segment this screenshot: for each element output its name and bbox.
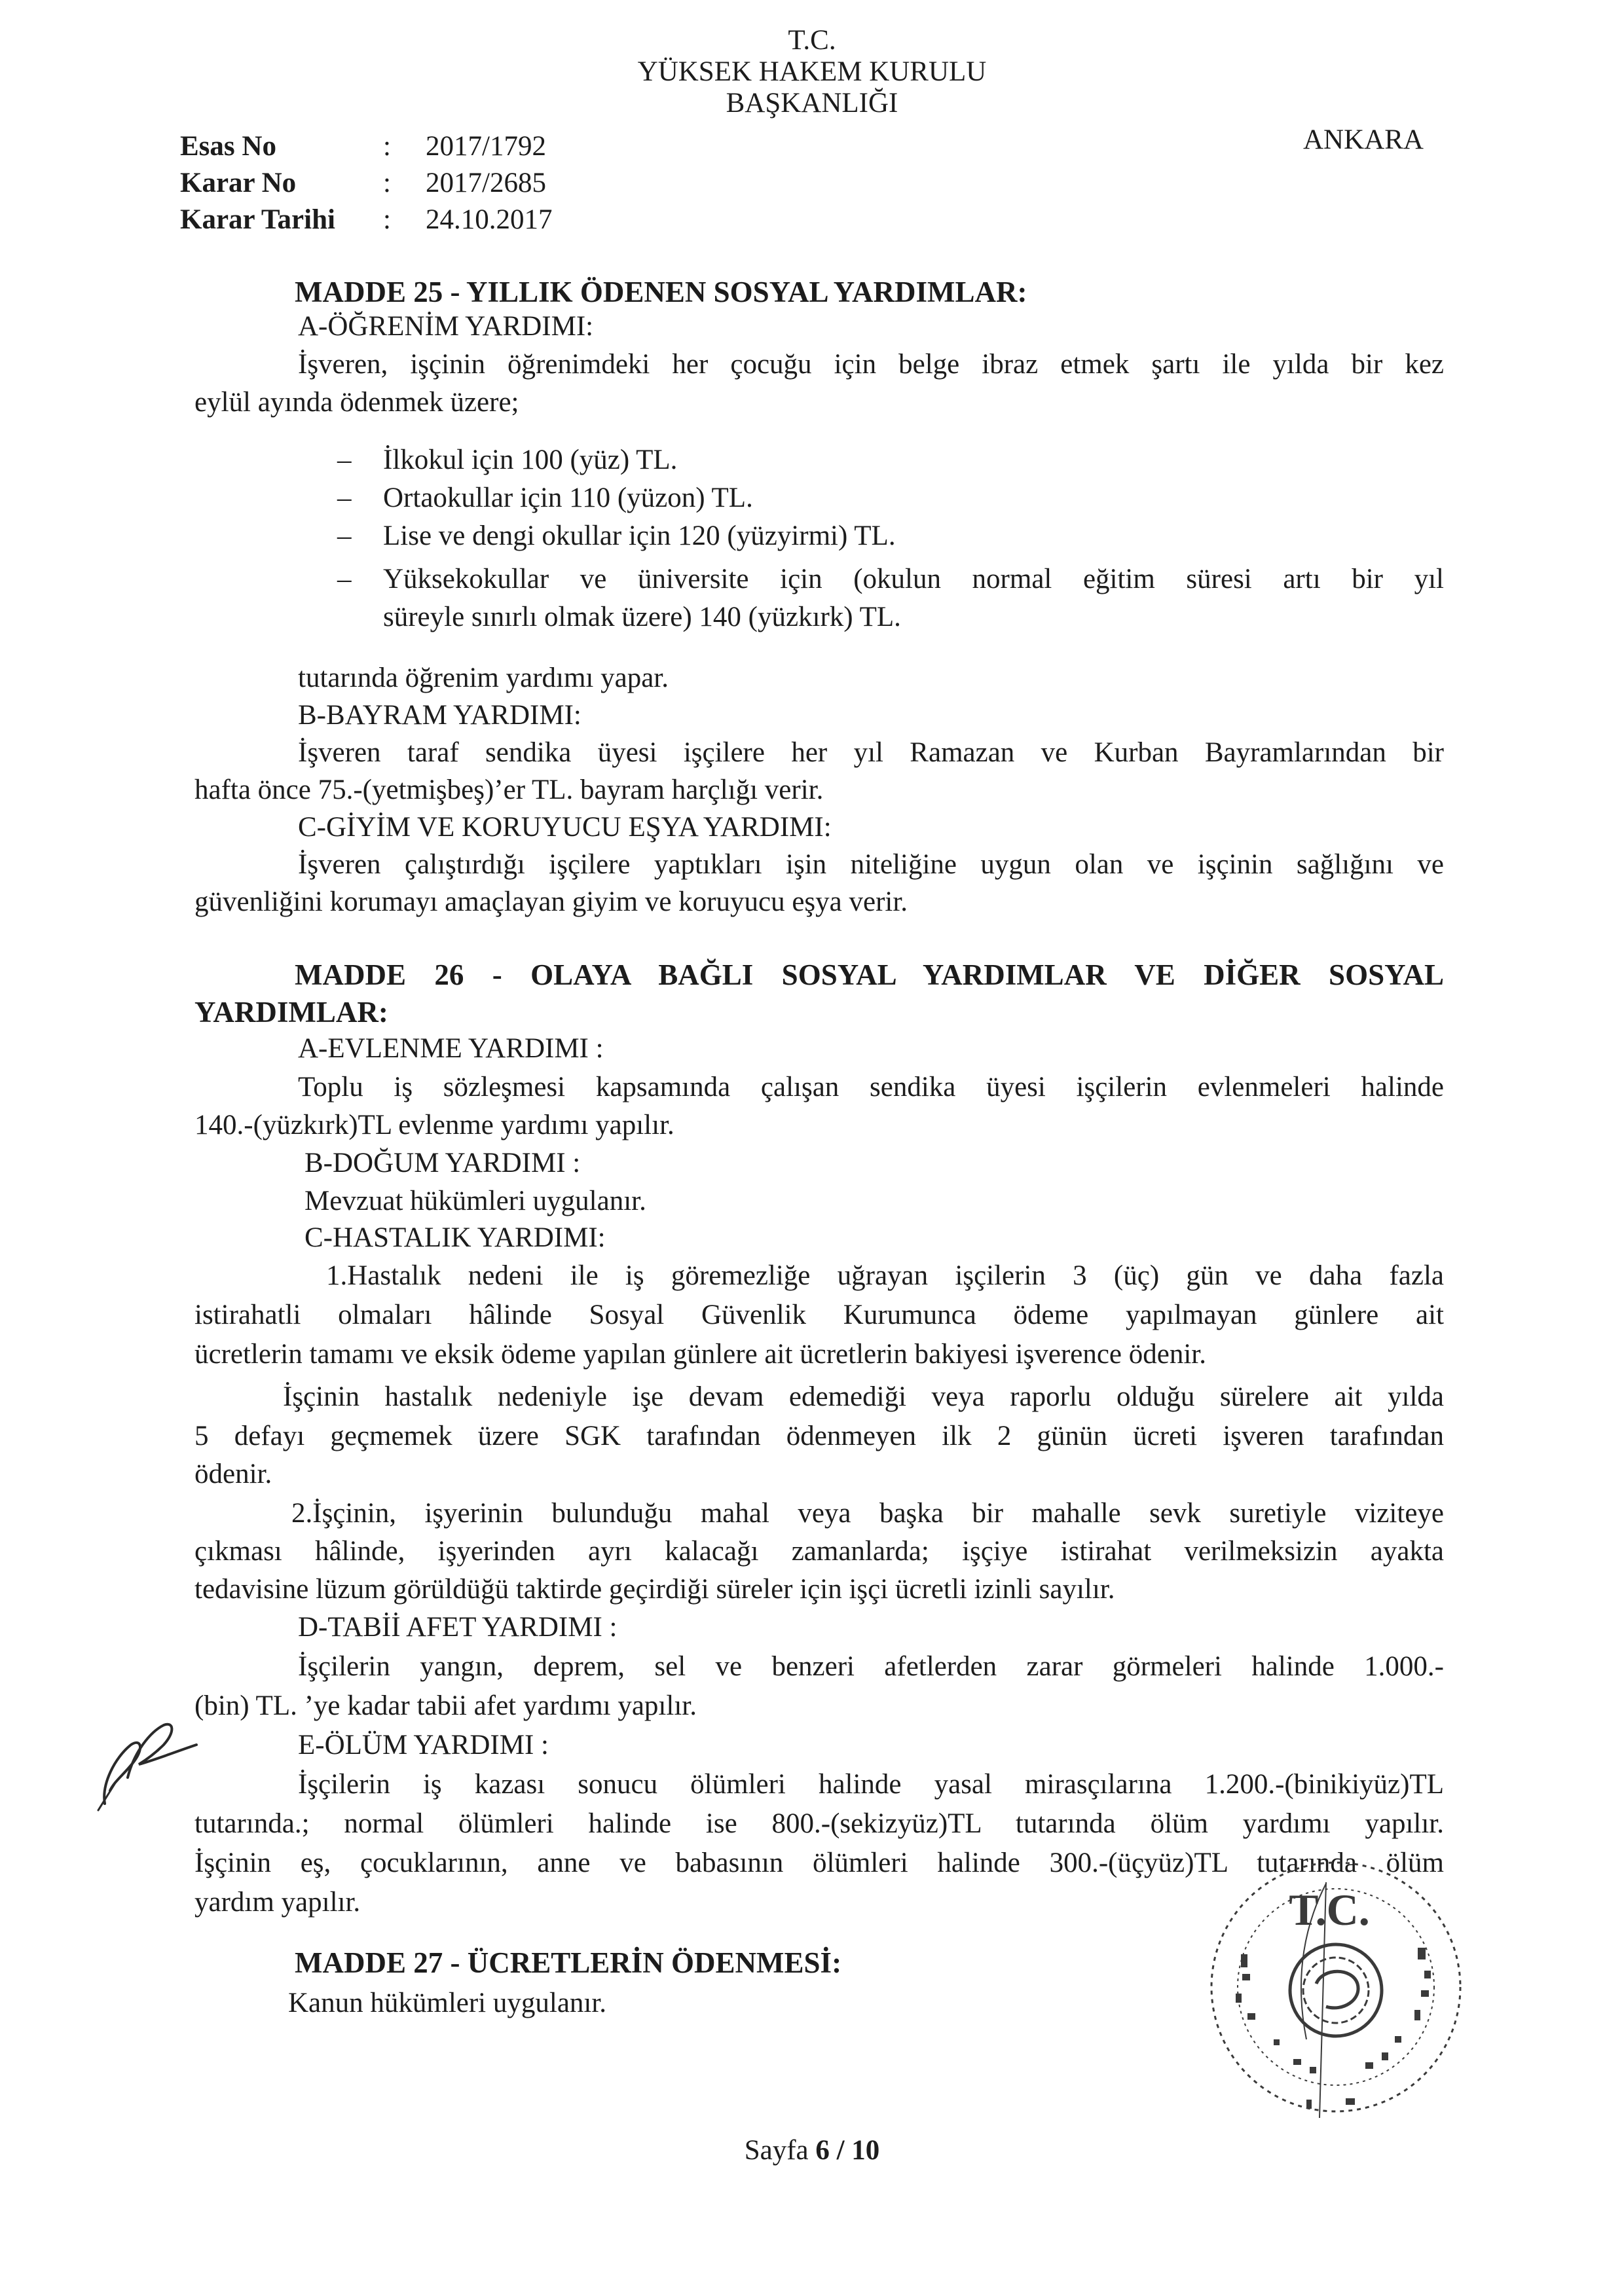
meta-tarih-label: Karar Tarihi (180, 204, 335, 235)
madde26-c1b-line-1: İşçinin hastalık nedeniyle işe devam edemediği veya raporlu olduğu sürelere ait yılda (283, 1381, 1444, 1412)
meta-separator: : (383, 168, 391, 198)
bullet-dash: – (337, 564, 352, 594)
meta-esas-value: 2017/1792 (426, 131, 546, 162)
header-country: T.C. (788, 25, 836, 56)
madde26-c1b-line-2: 5 defayı geçmemek üzere SGK tarafından ödenmeyen ilk 2 günün ücreti işveren tarafından (194, 1421, 1444, 1451)
madde26-a-title: A-EVLENME YARDIMI : (298, 1033, 604, 1064)
madde25-title: MADDE 25 - YILLIK ÖDENEN SOSYAL YARDIMLAR: (295, 276, 1027, 308)
madde27-text: Kanun hükümleri uygulanır. (288, 1988, 607, 2018)
official-seal-stamp (1195, 1843, 1483, 2131)
madde25-bullet-4: Yüksekokullar ve üniversite için (okulun normal eğitim süresi artı bir yıl (383, 564, 1444, 594)
madde26-c1-line-3: ücretlerin tamamı ve eksik ödeme yapılan günlere ait ücretlerin bakiyesi işverence ödenir. (194, 1339, 1206, 1370)
madde25-bullet-2: Ortaokullar için 110 (yüzon) TL. (383, 483, 753, 513)
page-total: 10 (851, 2135, 880, 2166)
bullet-dash: – (337, 483, 352, 513)
madde26-c1-line-2: istirahatli olmaları hâlinde Sosyal Güvenlik Kurumunca ödeme yapılmayan günlere ait (194, 1300, 1444, 1330)
header-institution-line2: BAŞKANLIĞI (726, 88, 898, 118)
madde26-c1b-line-3: ödenir. (194, 1459, 272, 1489)
signature-initials (79, 1705, 210, 1817)
madde25-bullet-5: süreyle sınırlı olmak üzere) 140 (yüzkırk) TL. (383, 602, 901, 632)
meta-separator: : (383, 131, 391, 162)
meta-karar-label: Karar No (180, 168, 297, 198)
madde26-d-title: D-TABİİ AFET YARDIMI : (298, 1612, 618, 1643)
madde26-e-text-4: yardım yapılır. (194, 1887, 361, 1918)
madde26-c2-line-2: çıkması hâlinde, işyerinden ayrı kalacağı zamanlarda; işçiye istirahat verilmeksizin ayakta (194, 1536, 1444, 1567)
madde26-title-1: MADDE 26 - OLAYA BAĞLI SOSYAL YARDIMLAR VE DİĞER SOSYAL (295, 958, 1444, 991)
meta-karar-row (180, 165, 638, 202)
page-label: Sayfa (744, 2135, 809, 2166)
madde26-b-title: B-DOĞUM YARDIMI : (304, 1148, 581, 1178)
madde26-e-title: E-ÖLÜM YARDIMI : (298, 1730, 549, 1760)
madde26-e-text-3: İşçinin eş, çocuklarının, anne ve babasının ölümleri halinde 300.-(üçyüz)TL tutarında ölüm (194, 1848, 1444, 1878)
bullet-dash: – (337, 520, 352, 551)
page-number-footer (0, 2131, 1624, 2170)
header-city: ANKARA (1303, 124, 1424, 155)
meta-tarih-row (180, 202, 638, 238)
madde26-c2-line-3: tedavisine lüzum görüldüğü taktirde geçirdiği süreler için işçi ücretli izinli sayılır. (194, 1574, 1115, 1605)
meta-separator: : (383, 204, 391, 235)
madde26-c1-line-1: 1.Hastalık nedeni ile iş göremezliğe uğrayan işçilerin 3 (üç) gün ve daha fazla (326, 1260, 1444, 1291)
meta-esas-row (180, 128, 638, 165)
madde25-a-title: A-ÖĞRENİM YARDIMI: (298, 311, 594, 342)
madde26-d-text-2: (bin) TL. ’ye kadar tabii afet yardımı yapılır. (194, 1690, 697, 1721)
madde25-a-intro-2: eylül ayında ödenmek üzere; (194, 387, 519, 418)
madde26-title-2: YARDIMLAR: (194, 996, 388, 1029)
madde26-e-text-1: İşçilerin iş kazası sonucu ölümleri halinde yasal mirasçılarına 1.200.-(binikiyüz)TL (298, 1769, 1444, 1800)
madde26-c2-line-1: 2.İşçinin, işyerinin bulunduğu mahal veya başka bir mahalle sevk suretiyle viziteye (291, 1498, 1444, 1529)
madde26-c-title: C-HASTALIK YARDIMI: (304, 1222, 606, 1253)
madde26-d-text-1: İşçilerin yangın, deprem, sel ve benzeri afetlerden zarar görmeleri halinde 1.000.- (298, 1651, 1444, 1682)
madde25-c-title: C-GİYİM VE KORUYUCU EŞYA YARDIMI: (298, 812, 832, 843)
meta-esas-label: Esas No (180, 131, 276, 162)
meta-tarih-value: 24.10.2017 (426, 204, 553, 235)
stamp-emblem-text: T.C. (1289, 1885, 1370, 1935)
madde26-a-text-1: Toplu iş sözleşmesi kapsamında çalışan sendika üyesi işçilerin evlenmeleri halinde (298, 1072, 1444, 1102)
bullet-dash: – (337, 445, 352, 475)
madde25-c-text-1: İşveren çalıştırdığı işçilere yaptıkları işin niteliğine uygun olan ve işçinin sağlığını ve (298, 849, 1444, 880)
madde25-bullet-3: Lise ve dengi okullar için 120 (yüzyirmi) TL. (383, 520, 896, 551)
madde25-b-text-2: hafta önce 75.-(yetmişbeş)’er TL. bayram harçlığı verir. (194, 774, 824, 805)
madde25-a-outro: tutarında öğrenim yardımı yapar. (298, 663, 669, 693)
madde25-c-text-2: güvenliğini korumayı amaçlayan giyim ve koruyucu eşya verir. (194, 886, 908, 917)
madde25-b-text-1: İşveren taraf sendika üyesi işçilere her yıl Ramazan ve Kurban Bayramlarından bir (298, 737, 1444, 768)
madde25-a-intro-1: İşveren, işçinin öğrenimdeki her çocuğu için belge ibraz etmek şartı ile yılda bir kez (298, 349, 1444, 380)
madde25-bullet-1: İlkokul için 100 (yüz) TL. (383, 445, 678, 475)
madde26-e-text-2: tutarında.; normal ölümleri halinde ise 800.-(sekizyüz)TL tutarında ölüm yardımı yapılır. (194, 1808, 1444, 1839)
meta-karar-value: 2017/2685 (426, 168, 546, 198)
page-separator: / (836, 2135, 845, 2166)
madde25-b-title: B-BAYRAM YARDIMI: (298, 700, 581, 731)
header-institution-line1: YÜKSEK HAKEM KURULU (637, 56, 987, 87)
madde26-a-text-2: 140.-(yüzkırk)TL evlenme yardımı yapılır. (194, 1110, 674, 1140)
madde26-b-text: Mevzuat hükümleri uygulanır. (304, 1186, 646, 1216)
madde27-title: MADDE 27 - ÜCRETLERİN ÖDENMESİ: (295, 1946, 842, 1979)
page-current: 6 (815, 2135, 830, 2166)
